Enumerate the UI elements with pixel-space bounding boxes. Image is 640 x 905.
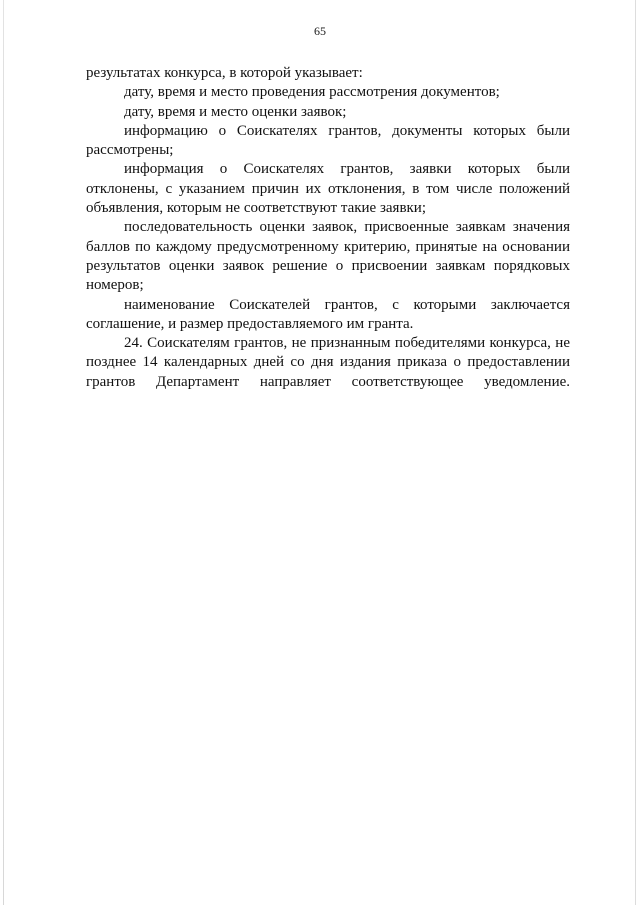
document-body	[86, 64, 570, 392]
paragraph-item-24: 24. Соискателям грантов, не признанным победителями конкурса, не позднее 14 календарных дней со дня издания приказа о предоставлении грантов Департамент направляет соответствующее уведомление.	[86, 335, 570, 390]
paragraph-reviewed-applicants: информацию о Соискателях грантов, документы которых были рассмотрены;	[86, 122, 570, 159]
paragraph-intro: результатах конкурса, в которой указывает:	[86, 65, 363, 81]
paragraph-evaluation-sequence: последовательность оценки заявок, присвоенные заявкам значения баллов по каждому предусмотренному критерию, принятые на основании результатов оценки заявок решение о присвоении заявкам порядковых номеров;	[86, 219, 570, 294]
paragraph-rejected-applicants: информация о Соискателях грантов, заявки которых были отклонены, с указанием причин их отклонения, в том числе положений объявления, которым не соответствуют такие заявки;	[86, 161, 570, 217]
paragraph-review-date: дату, время и место проведения рассмотрения документов;	[124, 84, 500, 101]
scan-edge-left	[3, 0, 4, 905]
page-number: 65	[314, 24, 326, 38]
paragraph-agreement-applicants: наименование Соискателей грантов, с которыми заключается соглашение, и размер предоставляемого им гранта.	[86, 296, 570, 332]
scan-edge-right	[635, 0, 636, 905]
paragraph-evaluation-date: дату, время и место оценки заявок;	[124, 103, 347, 120]
